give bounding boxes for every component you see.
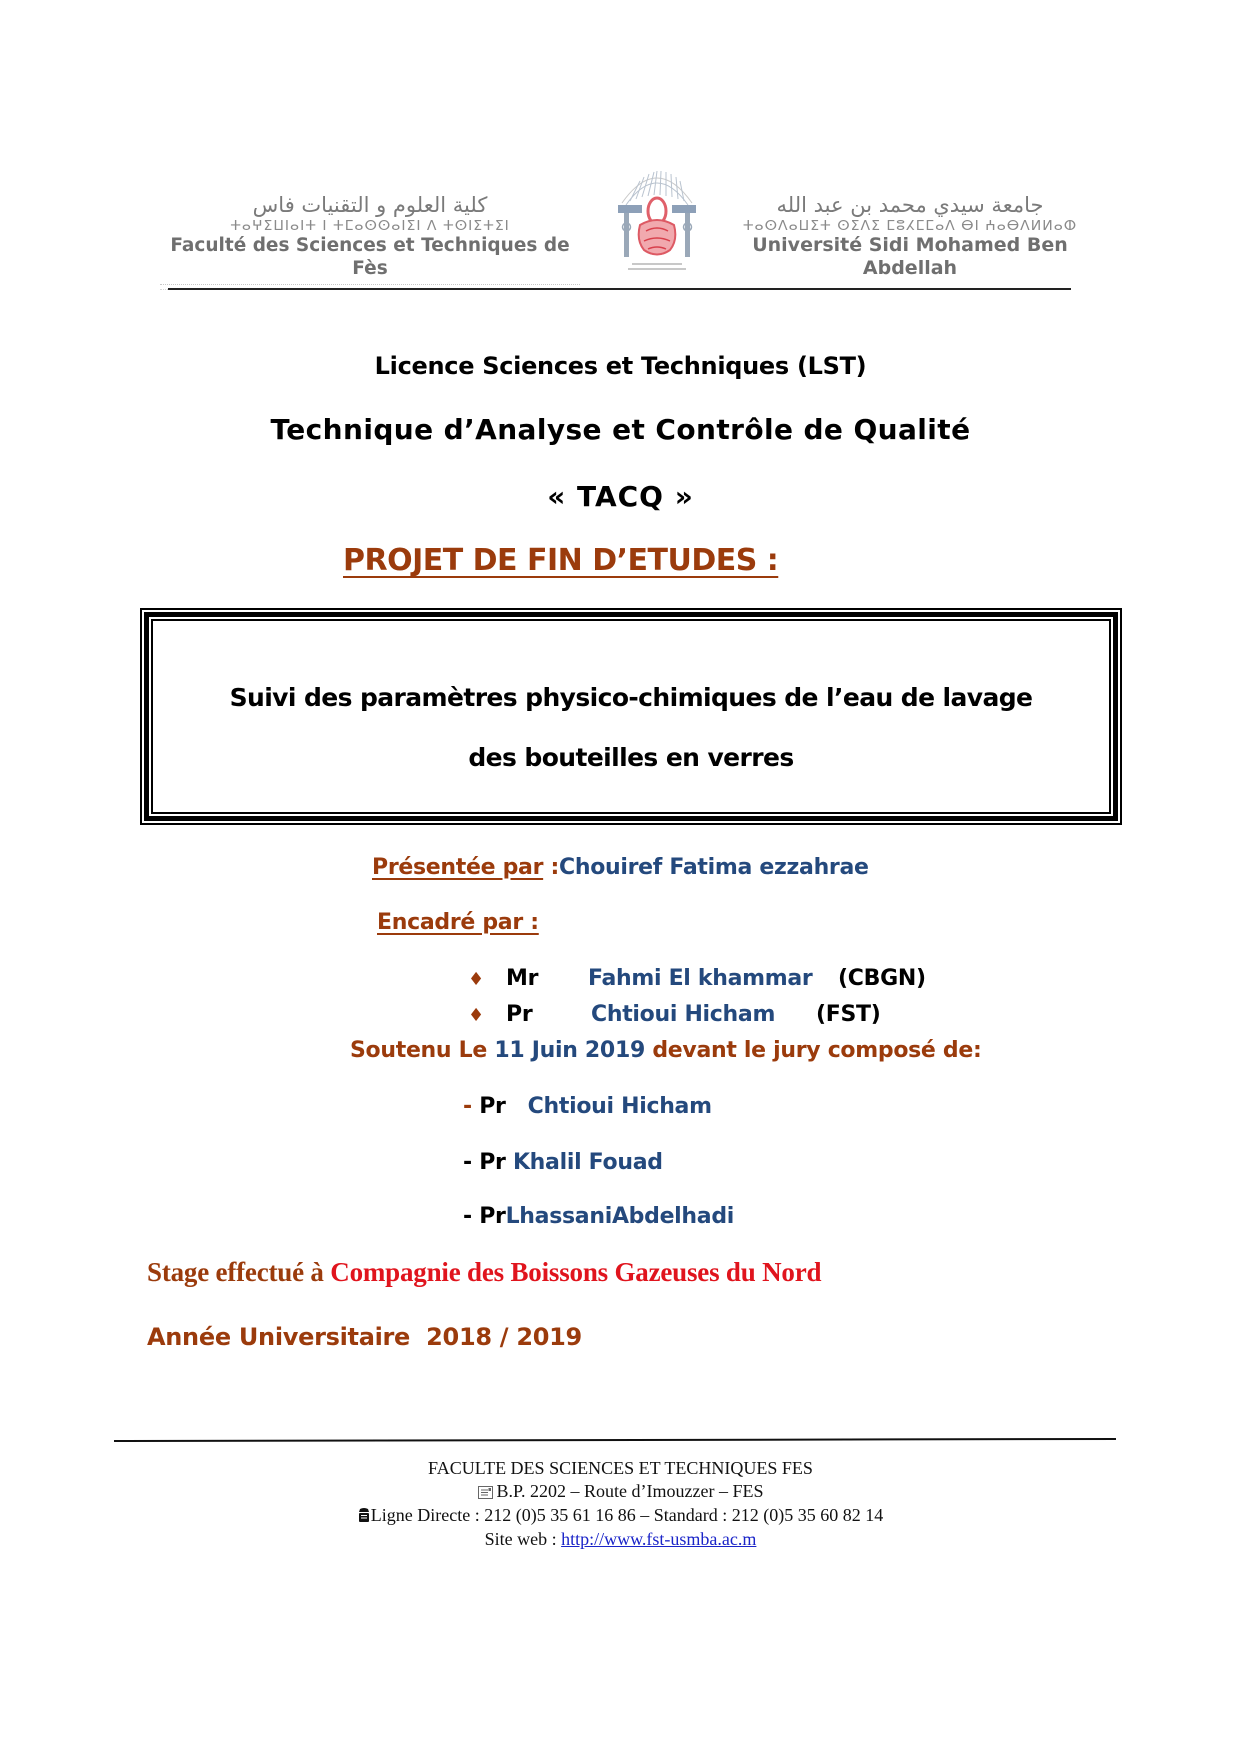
footer-address-line [0, 1481, 1241, 1504]
supervisor-title: Pr [506, 1002, 533, 1027]
footer-website-label: Site web : [484, 1529, 562, 1549]
diamond-bullet-icon: ♦ [468, 1005, 484, 1026]
footer-institution: FACULTE DES SCIENCES ET TECHNIQUES FES [428, 1458, 813, 1478]
jury-title: Pr [471, 1204, 506, 1229]
website-link[interactable]: http://www.fst-usmba.ac.m [561, 1529, 757, 1549]
subject-frame [140, 608, 1122, 825]
program-title: Technique d’Analyse et Contrôle de Qualité [270, 413, 971, 446]
footer-divider [114, 1438, 1116, 1442]
jury-dash: - [463, 1094, 472, 1119]
diamond-bullet-icon: ♦ [468, 969, 484, 990]
university-name-arabic: جامعة سيدي محمد بن عبد الله [776, 193, 1044, 217]
supervisor-name: Fahmi El khammar [588, 966, 813, 991]
presented-by-label: Présentée par [372, 855, 544, 880]
supervisor-item [468, 966, 926, 991]
defense-suffix: devant le jury composé de: [652, 1038, 982, 1063]
internship-company: Compagnie des Boissons Gazeuses du Nord [330, 1257, 822, 1287]
jury-dash: - [463, 1150, 472, 1175]
faculty-logo [150, 192, 590, 290]
supervisor-item [468, 1002, 881, 1027]
supervisor-title: Mr [506, 966, 539, 991]
subject-line-2: des bouteilles en verres [468, 743, 794, 772]
internship-prefix: Stage effectué à [147, 1257, 331, 1287]
mailbox-icon [478, 1483, 493, 1504]
degree-title: Licence Sciences et Techniques (LST) [374, 352, 867, 380]
university-name-latin: Université Sidi Mohamed Ben Abdellah [752, 234, 1068, 279]
program-acronym: « TACQ » [547, 480, 694, 513]
presented-by [372, 855, 869, 880]
defense-info [350, 1038, 981, 1063]
header-divider [168, 288, 1071, 290]
supervisor-organization: (FST) [816, 1002, 881, 1027]
footer-address: B.P. 2202 – Route d’Imouzzer – FES [496, 1481, 764, 1501]
telephone-icon [358, 1507, 370, 1528]
academic-year: Année Universitaire 2018 / 2019 [147, 1323, 582, 1351]
subject-line-1: Suivi des paramètres physico-chimiques de l’eau de lavage [229, 683, 1033, 712]
faculty-name-arabic: كلية العلوم و التقنيات فاس [252, 193, 488, 217]
jury-name: Khalil Fouad [512, 1150, 663, 1175]
jury-dash: - [463, 1204, 472, 1229]
presented-by-separator: : [543, 855, 559, 880]
jury-member [463, 1204, 734, 1229]
university-logo [725, 192, 1095, 280]
jury-title: Pr [471, 1094, 513, 1119]
jury-member [463, 1150, 663, 1175]
jury-name: Chtioui Hicham [512, 1094, 712, 1119]
supervised-by-label: Encadré par : [377, 910, 539, 935]
faculty-name-latin: Faculté des Sciences et Techniques de Fès [170, 235, 570, 279]
student-name: Chouiref Fatima ezzahrae [559, 855, 869, 880]
footer-website-line [0, 1529, 1241, 1550]
footer-phone-line [0, 1505, 1241, 1528]
defense-date: 11 Juin 2019 [494, 1038, 653, 1063]
university-emblem-icon [610, 155, 704, 277]
jury-title: Pr [471, 1150, 513, 1175]
faculty-name-tifinagh: ⵜⴰⵖⵉⵡⵏⴰⵏⵜ ⵏ ⵜⵎⴰⵙⵙⴰⵏⵉⵏ ⴷ ⵜⵙⵏⵉⵜⵉⵏ [230, 218, 510, 234]
jury-name: LhassaniAbdelhadi [505, 1204, 735, 1229]
supervisor-organization: (CBGN) [838, 966, 926, 991]
supervisor-name: Chtioui Hicham [591, 1002, 776, 1027]
defense-prefix: Soutenu Le [350, 1038, 495, 1063]
footer-phone: Ligne Directe : 212 (0)5 35 61 16 86 – Standard : 212 (0)5 35 60 82 14 [370, 1505, 884, 1525]
jury-member [463, 1094, 712, 1119]
project-heading: PROJET DE FIN D’ETUDES : [343, 543, 779, 578]
university-name-tifinagh: ⵜⴰⵙⴷⴰⵡⵉⵜ ⵙⵉⴷⵉ ⵎⵓⵃⵎⵎⴰⴷ ⴱⵏ ⵄⴰⴱⴷⵍⵍⴰⵀ [742, 218, 1078, 234]
internship-info [147, 1257, 821, 1288]
